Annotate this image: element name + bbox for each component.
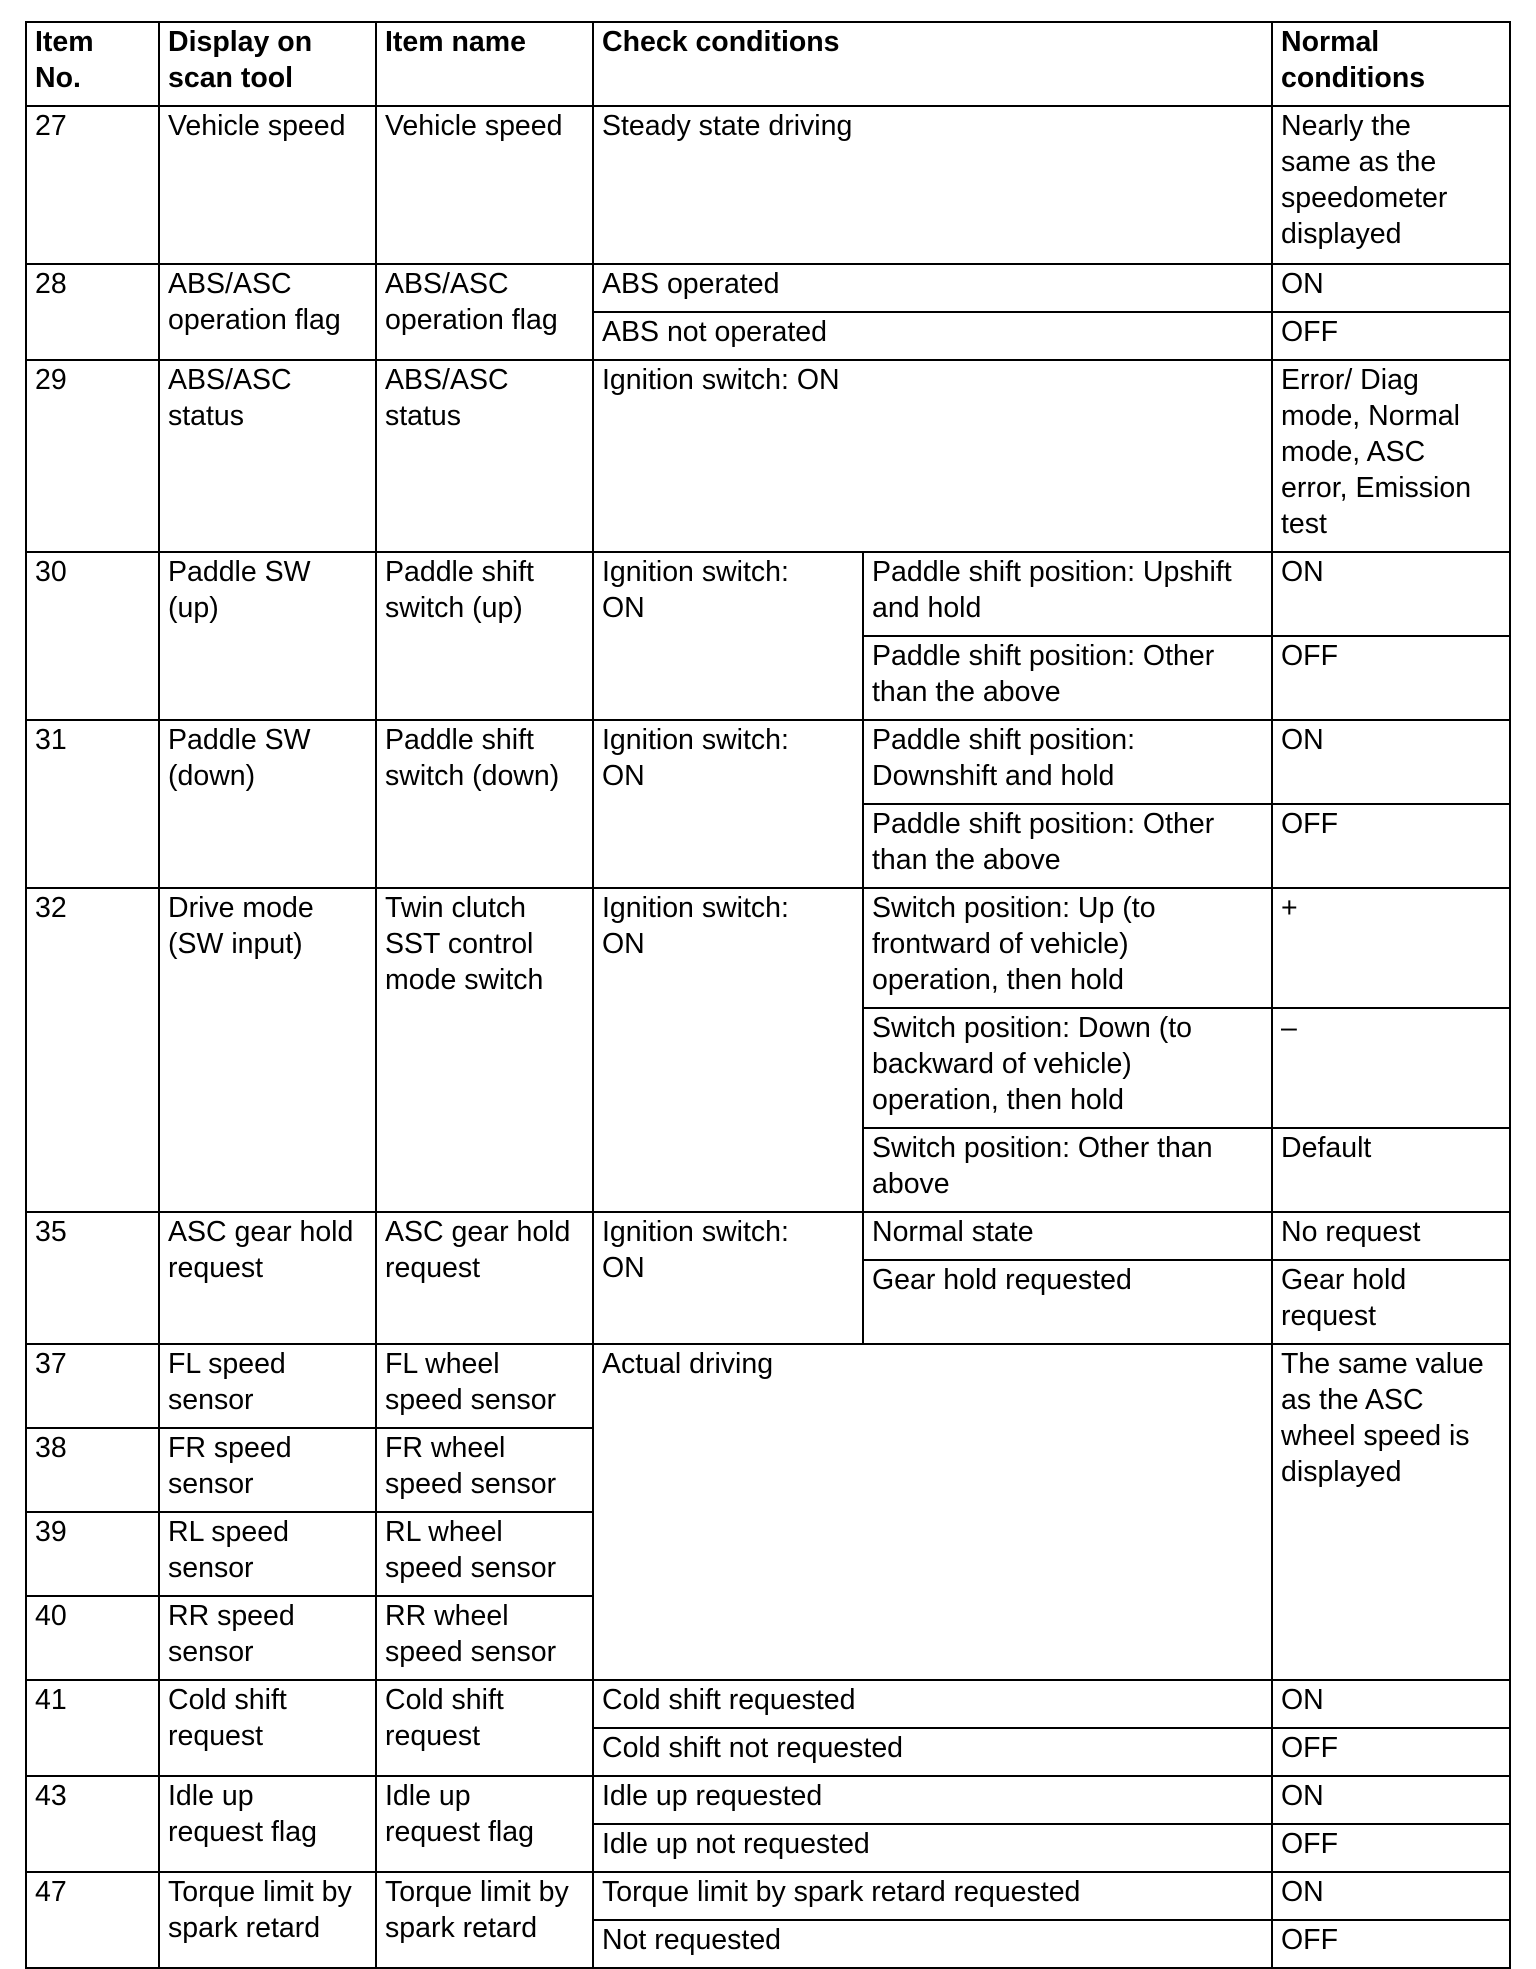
check-cell: Not requested bbox=[593, 1920, 1272, 1968]
check-cell: Ignition switch: ON bbox=[593, 552, 863, 720]
display-cell: Paddle SW (down) bbox=[159, 720, 376, 888]
header-item-name: Item name bbox=[376, 22, 593, 106]
display-cell: FL speed sensor bbox=[159, 1344, 376, 1428]
item-name-cell: Torque limit by spark retard bbox=[376, 1872, 593, 1968]
item-no-cell: 30 bbox=[26, 552, 159, 720]
display-cell: Idle up request flag bbox=[159, 1776, 376, 1872]
item-name-cell: FL wheel speed sensor bbox=[376, 1344, 593, 1428]
check-cell: Idle up requested bbox=[593, 1776, 1272, 1824]
table-row bbox=[26, 264, 1510, 312]
normal-cell: – bbox=[1272, 1008, 1510, 1128]
display-cell: ABS/ASC operation flag bbox=[159, 264, 376, 360]
table-row bbox=[26, 888, 1510, 1008]
header-row bbox=[26, 22, 1510, 106]
item-name-cell: FR wheel speed sensor bbox=[376, 1428, 593, 1512]
item-name-cell: Cold shift request bbox=[376, 1680, 593, 1776]
normal-cell: Gear hold request bbox=[1272, 1260, 1510, 1344]
check-cell: Ignition switch: ON bbox=[593, 1212, 863, 1344]
check-cell: Idle up not requested bbox=[593, 1824, 1272, 1872]
normal-cell: OFF bbox=[1272, 1920, 1510, 1968]
item-no-cell: 47 bbox=[26, 1872, 159, 1968]
item-name-cell: ABS/ASC status bbox=[376, 360, 593, 552]
normal-cell: OFF bbox=[1272, 636, 1510, 720]
check-cell: Cold shift not requested bbox=[593, 1728, 1272, 1776]
header-display: Display on scan tool bbox=[159, 22, 376, 106]
display-cell: Torque limit by spark retard bbox=[159, 1872, 376, 1968]
sub-check-cell: Normal state bbox=[863, 1212, 1272, 1260]
sub-check-cell: Paddle shift position: Upshift and hold bbox=[863, 552, 1272, 636]
display-cell: RR speed sensor bbox=[159, 1596, 376, 1680]
display-cell: Drive mode (SW input) bbox=[159, 888, 376, 1212]
item-name-cell: ABS/ASC operation flag bbox=[376, 264, 593, 360]
normal-cell: ON bbox=[1272, 1680, 1510, 1728]
check-cell: ABS operated bbox=[593, 264, 1272, 312]
normal-cell: Error/ Diag mode, Normal mode, ASC error, Emission test bbox=[1272, 360, 1510, 552]
table-row bbox=[26, 1776, 1510, 1824]
table-row bbox=[26, 360, 1510, 552]
item-name-cell: Paddle shift switch (down) bbox=[376, 720, 593, 888]
table-row bbox=[26, 106, 1510, 264]
check-cell: Torque limit by spark retard requested bbox=[593, 1872, 1272, 1920]
table-row bbox=[26, 1212, 1510, 1260]
item-no-cell: 41 bbox=[26, 1680, 159, 1776]
display-cell: Paddle SW (up) bbox=[159, 552, 376, 720]
table-row bbox=[26, 1872, 1510, 1920]
header-item-no: Item No. bbox=[26, 22, 159, 106]
item-no-cell: 32 bbox=[26, 888, 159, 1212]
sub-check-cell: Paddle shift position: Other than the above bbox=[863, 636, 1272, 720]
display-cell: ABS/ASC status bbox=[159, 360, 376, 552]
sub-check-cell: Paddle shift position: Downshift and hold bbox=[863, 720, 1272, 804]
normal-cell: Default bbox=[1272, 1128, 1510, 1212]
check-cell: Actual driving bbox=[593, 1344, 1272, 1680]
normal-cell: ON bbox=[1272, 1872, 1510, 1920]
check-cell: Ignition switch: ON bbox=[593, 360, 1272, 552]
table-row bbox=[26, 720, 1510, 804]
item-name-cell: RL wheel speed sensor bbox=[376, 1512, 593, 1596]
check-cell: Ignition switch: ON bbox=[593, 888, 863, 1212]
item-name-cell: Vehicle speed bbox=[376, 106, 593, 264]
normal-cell: ON bbox=[1272, 552, 1510, 636]
normal-cell: ON bbox=[1272, 264, 1510, 312]
display-cell: RL speed sensor bbox=[159, 1512, 376, 1596]
check-cell: Steady state driving bbox=[593, 106, 1272, 264]
check-cell: Cold shift requested bbox=[593, 1680, 1272, 1728]
item-no-cell: 35 bbox=[26, 1212, 159, 1344]
display-cell: Vehicle speed bbox=[159, 106, 376, 264]
sub-check-cell: Switch position: Down (to backward of vehicle) operation, then hold bbox=[863, 1008, 1272, 1128]
item-no-cell: 29 bbox=[26, 360, 159, 552]
item-name-cell: Twin clutch SST control mode switch bbox=[376, 888, 593, 1212]
check-cell: Ignition switch: ON bbox=[593, 720, 863, 888]
normal-cell: OFF bbox=[1272, 1728, 1510, 1776]
normal-cell: The same value as the ASC wheel speed is displayed bbox=[1272, 1344, 1510, 1680]
normal-cell: OFF bbox=[1272, 1824, 1510, 1872]
normal-cell: OFF bbox=[1272, 804, 1510, 888]
header-check-conditions: Check conditions bbox=[593, 22, 1272, 106]
normal-cell: OFF bbox=[1272, 312, 1510, 360]
normal-cell: + bbox=[1272, 888, 1510, 1008]
item-no-cell: 38 bbox=[26, 1428, 159, 1512]
table-row bbox=[26, 1344, 1510, 1428]
display-cell: FR speed sensor bbox=[159, 1428, 376, 1512]
item-no-cell: 40 bbox=[26, 1596, 159, 1680]
normal-cell: ON bbox=[1272, 1776, 1510, 1824]
display-cell: Cold shift request bbox=[159, 1680, 376, 1776]
sub-check-cell: Gear hold requested bbox=[863, 1260, 1272, 1344]
sub-check-cell: Paddle shift position: Other than the above bbox=[863, 804, 1272, 888]
table-row bbox=[26, 552, 1510, 636]
item-no-cell: 37 bbox=[26, 1344, 159, 1428]
sub-check-cell: Switch position: Up (to frontward of vehicle) operation, then hold bbox=[863, 888, 1272, 1008]
item-no-cell: 39 bbox=[26, 1512, 159, 1596]
item-name-cell: ASC gear hold request bbox=[376, 1212, 593, 1344]
header-normal-conditions: Normal conditions bbox=[1272, 22, 1510, 106]
item-no-cell: 31 bbox=[26, 720, 159, 888]
item-name-cell: Idle up request flag bbox=[376, 1776, 593, 1872]
data-list-table bbox=[25, 21, 1511, 1969]
table-row bbox=[26, 1680, 1510, 1728]
normal-cell: ON bbox=[1272, 720, 1510, 804]
normal-cell: Nearly the same as the speedometer displayed bbox=[1272, 106, 1510, 264]
item-no-cell: 27 bbox=[26, 106, 159, 264]
check-cell: ABS not operated bbox=[593, 312, 1272, 360]
normal-cell: No request bbox=[1272, 1212, 1510, 1260]
item-name-cell: Paddle shift switch (up) bbox=[376, 552, 593, 720]
item-name-cell: RR wheel speed sensor bbox=[376, 1596, 593, 1680]
item-no-cell: 28 bbox=[26, 264, 159, 360]
sub-check-cell: Switch position: Other than above bbox=[863, 1128, 1272, 1212]
display-cell: ASC gear hold request bbox=[159, 1212, 376, 1344]
item-no-cell: 43 bbox=[26, 1776, 159, 1872]
